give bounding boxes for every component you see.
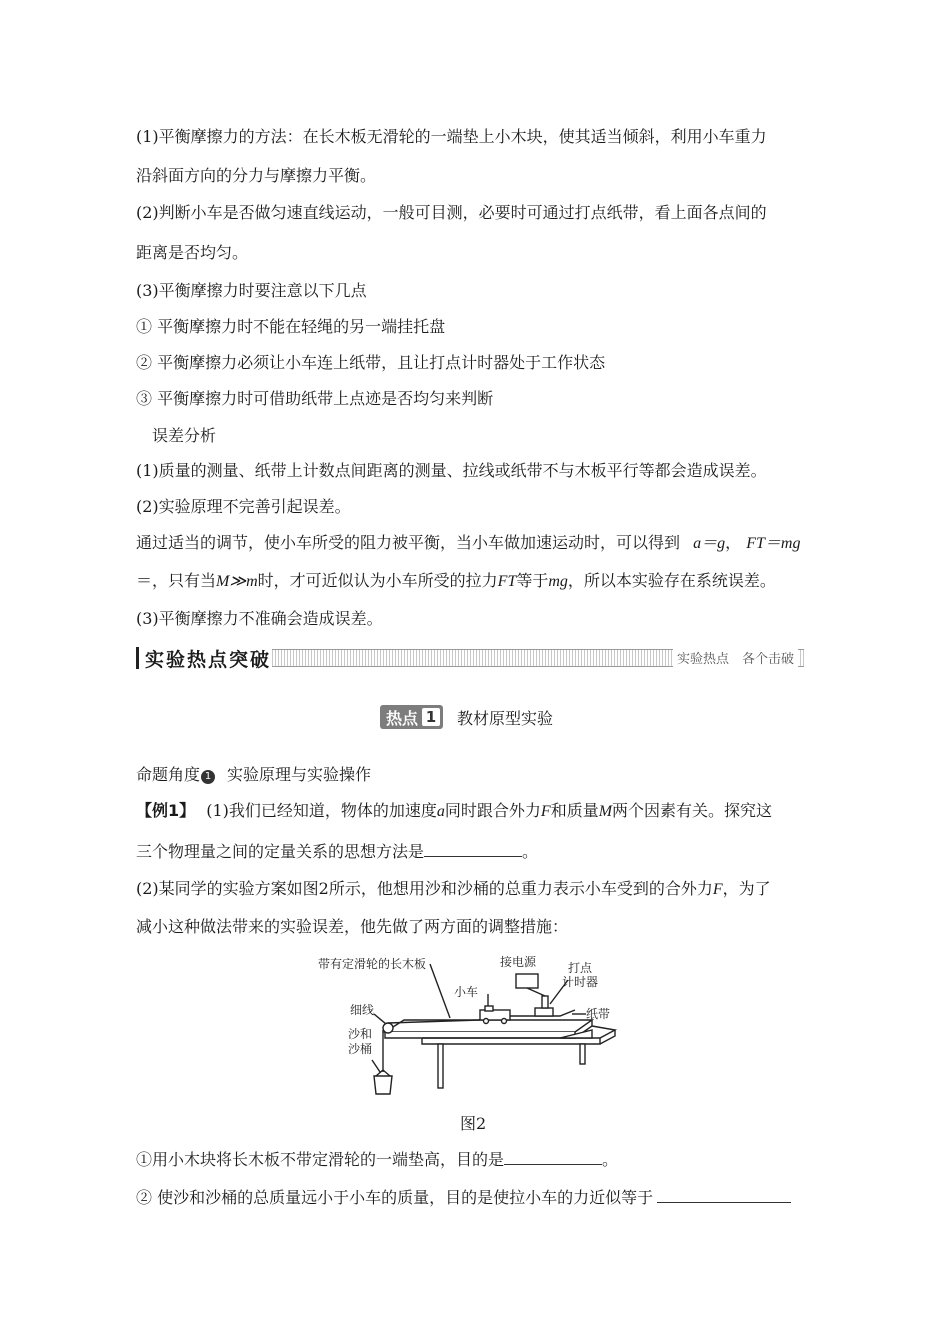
symbol-F: F [540,803,551,820]
example-question-1-line2 [136,840,538,863]
example-question-1-line1 [136,800,772,823]
label-string: 细线 [350,1003,375,1017]
separator: ， [725,533,742,552]
error-item-1: (1)质量的测量、纸带上计数点间距离的测量、拉线或纸带不与木板平行等都会造成误差。 [136,461,767,480]
hot-point-header [380,704,553,730]
para-friction-method-line1: (1)平衡摩擦力的方法：在长木板无滑轮的一端垫上小木块，使其适当倾斜，利用小车重力 [136,127,767,146]
error-item-2: (2)实验原理不完善引起误差。 [136,497,351,516]
answer-blank-1[interactable] [424,840,522,857]
question-text: ② 使沙和沙桶的总质量远小于小车的质量，目的是使拉小车的力近似等于 [136,1188,654,1207]
label-power: 接电源 [500,955,537,969]
condition-M-much-greater-m: M≫m [216,573,258,590]
example-question-2-line2: 减小这种做法带来的实验误差，他先做了两方面的调整措施： [136,917,569,936]
question-text: 两个因素有关。探究这 [612,801,773,820]
symbol-F: F [712,881,723,898]
label-sand-1: 沙和 [348,1027,373,1041]
example-question-2-line1 [136,878,771,901]
label-timer-2: 计时器 [562,975,599,989]
detail-text: ＝，只有当 [136,571,217,590]
label-timer-1: 打点 [568,961,593,975]
detail-text: 通过适当的调节，使小车所受的阻力被平衡，当小车做加速运动时，可以得到 [136,533,681,552]
label-tape: 纸带 [586,1007,611,1021]
symbol-FT: FT [497,573,517,590]
example-tag: 【例1】 [136,801,196,820]
section-banner [136,645,804,671]
para-notes-heading: (3)平衡摩擦力时要注意以下几点 [136,281,367,300]
error-item-3: (3)平衡摩擦力不准确会造成误差。 [136,609,383,628]
error-analysis-heading: 误差分析 [152,426,217,445]
sub-question-2 [136,1186,791,1209]
detail-text: 时，才可近似认为小车所受的拉力 [257,571,498,590]
question-text: (2)某同学的实验方案如图2所示，他想用沙和沙桶的总重力表示小车受到的合外力 [136,879,713,898]
sub-question-1 [136,1148,618,1171]
question-text: ，为了 [722,879,771,898]
error-item-2-detail-line1 [136,532,800,555]
proposition-angle [136,764,371,786]
timer [535,1008,553,1016]
hot-point-number: 1 [422,708,440,726]
sand-bucket [374,1076,392,1094]
hot-point-title: 教材原型实验 [457,708,554,728]
question-text: 同时跟合外力 [444,801,541,820]
question-text: ①用小木块将长木板不带定滑轮的一端垫高，目的是 [136,1150,505,1169]
angle-prefix: 命题角度 [136,765,201,784]
para-note-1: ① 平衡摩擦力时不能在轻绳的另一端挂托盘 [136,317,446,336]
formula-a-equals-g: a＝g [693,535,726,552]
answer-blank-3[interactable] [657,1186,791,1203]
label-cart: 小车 [454,985,479,999]
table-leg-front [438,1044,443,1088]
experiment-apparatus-figure [318,952,630,1094]
question-text: 和质量 [550,801,599,820]
question-text: 三个物理量之间的定量关系的思想方法是 [136,842,425,861]
answer-blank-2[interactable] [504,1148,602,1165]
para-uniform-motion-line2: 距离是否均匀。 [136,243,249,262]
para-note-2: ② 平衡摩擦力必须让小车连上纸带，且让打点计时器处于工作状态 [136,353,606,372]
hot-point-badge [380,705,443,729]
banner-bar [136,647,139,669]
symbol-mg: mg [548,573,568,590]
question-text: 。 [522,842,539,861]
table-leg-back [580,1044,585,1064]
label-sand-2: 沙桶 [348,1042,373,1056]
power-box [516,974,538,988]
angle-title: 实验原理与实验操作 [227,765,372,784]
angle-number-badge: 1 [201,770,215,784]
error-item-2-detail-line2 [136,570,776,593]
question-text: 。 [602,1150,619,1169]
banner-title: 实验热点突破 [145,648,272,671]
symbol-M: M [598,803,613,820]
banner-subtitle: 实验热点 各个击破 [673,648,798,667]
para-uniform-motion-line1: (2)判断小车是否做匀速直线运动，一般可目测，必要时可通过打点纸带，看上面各点间的 [136,203,767,222]
pulley [383,1023,393,1033]
formula-ft-equals-mg: FT＝mg [746,535,801,552]
question-text: (1)我们已经知道，物体的加速度 [206,801,437,820]
detail-text: ，所以本实验存在系统误差。 [567,571,776,590]
hot-point-label: 热点 [386,708,419,728]
label-long-board: 带有定滑轮的长木板 [318,957,427,971]
banner-left [136,645,271,671]
para-friction-method-line2: 沿斜面方向的分力与摩擦力平衡。 [136,166,377,185]
para-note-3: ③ 平衡摩擦力时可借助纸带上点迹是否均匀来判断 [136,389,494,408]
symbol-a: a [436,803,445,820]
figure-caption: 图2 [460,1114,487,1133]
detail-text: 等于 [516,571,549,590]
